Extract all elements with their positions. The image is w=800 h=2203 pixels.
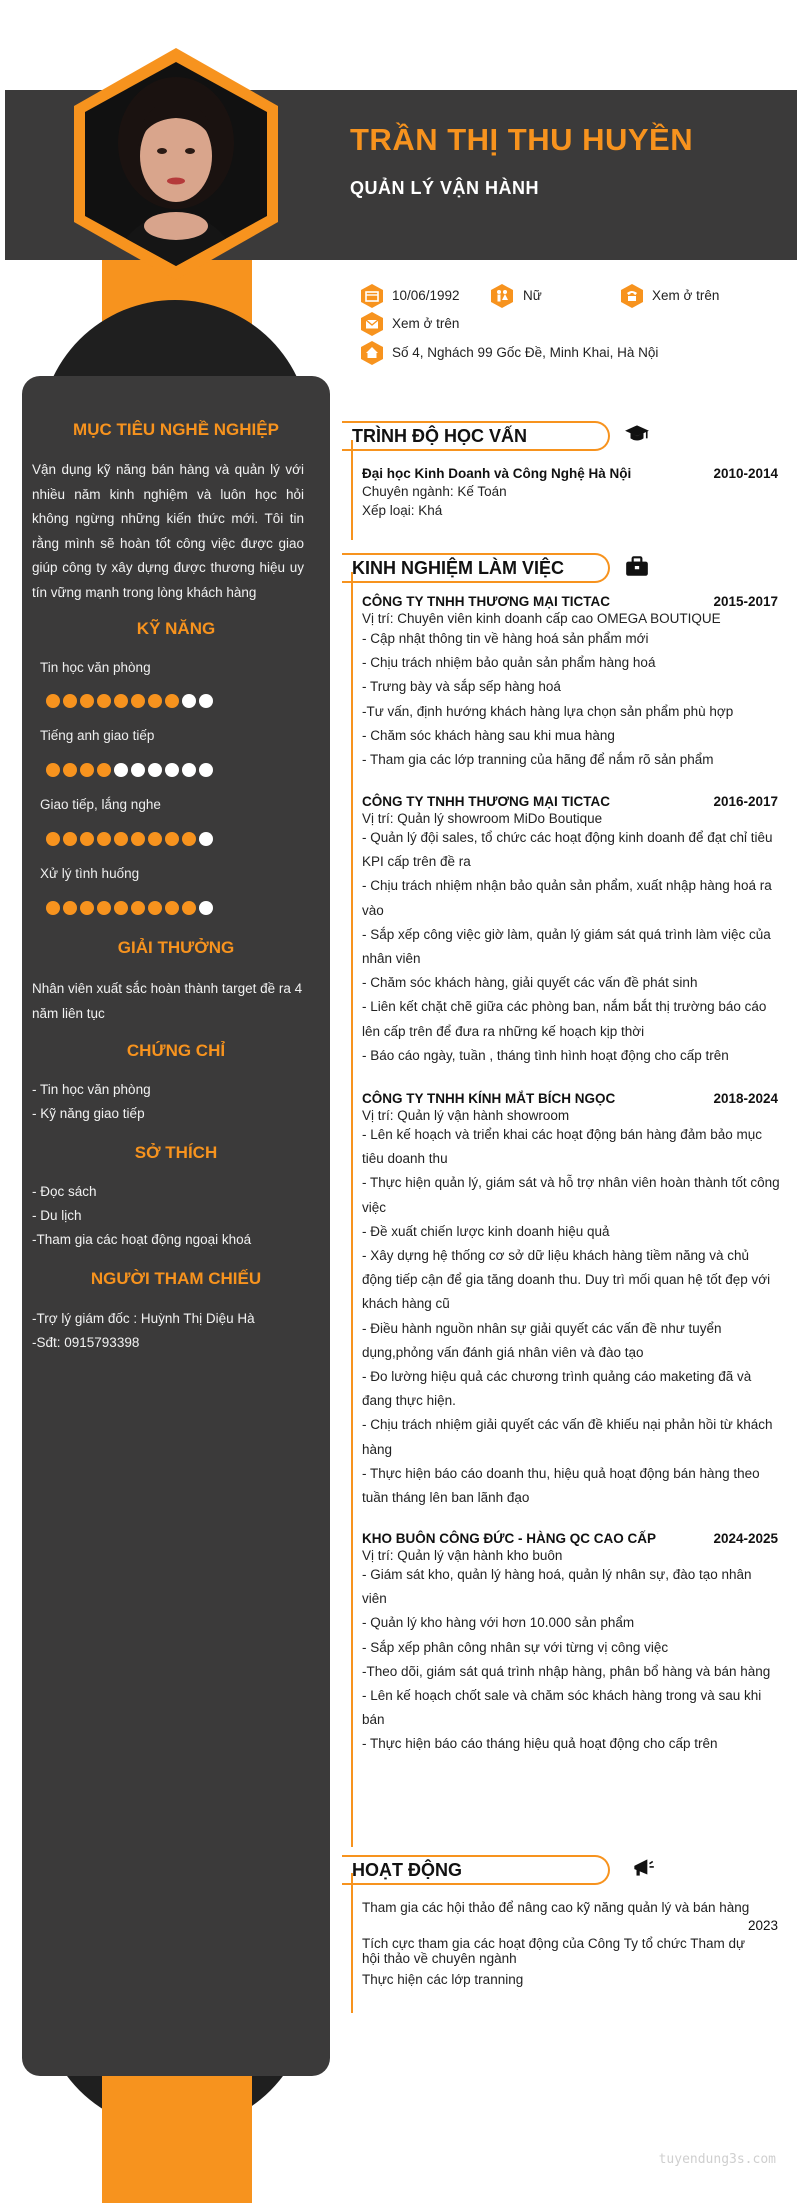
rating-dot-filled	[97, 763, 111, 777]
rating-dot-empty	[114, 763, 128, 777]
rating-dot-filled	[131, 694, 145, 708]
duty-item: - Lên kế hoạch chốt sale và chăm sóc khách hàng trong và sau khi bán	[362, 1688, 762, 1728]
rating-dot-filled	[46, 763, 60, 777]
rating-dot-empty	[199, 763, 213, 777]
duty-item: - Đo lường hiệu quả các chương trình quảng cáo maketing đã và đang thực hiện.	[362, 1369, 752, 1409]
rating-dot-empty	[165, 763, 179, 777]
duty-item: - Quản lý kho hàng với hơn 10.000 sản phẩm	[362, 1615, 635, 1631]
rating-dot-filled	[97, 694, 111, 708]
rating-dot-filled	[148, 901, 162, 915]
phone: Xem ở trên	[652, 288, 720, 303]
orange-strip-bottom	[102, 2065, 252, 2203]
company-name: CÔNG TY TNHH THƯƠNG MẠI TICTAC	[362, 594, 610, 609]
rating-dot-filled	[165, 694, 179, 708]
activity-item: Tích cực tham gia các hoạt động của Công Ty tổ chức Tham dự hội thảo về chuyên ngành	[362, 1936, 746, 1966]
rating-dot-filled	[63, 832, 77, 846]
rating-dot-empty	[182, 763, 196, 777]
education-heading: TRÌNH ĐỘ HỌC VẤN	[352, 426, 527, 446]
hobbies-heading: SỞ THÍCH	[134, 1143, 218, 1162]
duty-item: - Điều hành nguồn nhân sự giải quyết các vấn đề như tuyển dụng,phỏng vấn đánh giá nhân viên và đào tạo	[362, 1320, 722, 1360]
job-duties	[362, 1563, 780, 1757]
activity-item: Thực hiện các lớp tranning	[362, 1972, 524, 1987]
candidate-title: QUẢN LÝ VẬN HÀNH	[350, 178, 540, 198]
duty-item: - Sắp xếp công việc giờ làm, quản lý giám sát quá trình làm việc của nhân viên	[362, 926, 771, 967]
briefcase-icon	[624, 553, 650, 579]
email: Xem ở trên	[392, 316, 460, 331]
objective-heading: MỤC TIÊU NGHỀ NGHIỆP	[73, 420, 279, 439]
hobby-item: - Du lịch	[32, 1208, 82, 1223]
rating-dot-filled	[97, 832, 111, 846]
duty-item: - Chịu trách nhiệm bảo quản sản phẩm hàng hoá	[362, 655, 656, 671]
job-period: 2024-2025	[713, 1531, 778, 1546]
home-icon	[360, 341, 384, 365]
duty-item: - Đề xuất chiến lược kinh doanh hiệu quả	[362, 1223, 610, 1239]
rating-dot-filled	[114, 901, 128, 915]
activities-timeline	[351, 1873, 353, 2013]
avatar	[60, 48, 292, 280]
duty-item: - Tham gia các lớp tranning của hãng để nắm rõ sản phẩm	[362, 752, 714, 768]
skill-rating	[46, 763, 213, 777]
duty-item: - Chịu trách nhiệm giải quyết các vấn đề khiếu nại phản hồi từ khách hàng	[362, 1417, 773, 1457]
company-name: KHO BUÔN CÔNG ĐỨC - HÀNG QC CAO CẤP	[362, 1531, 656, 1546]
job-duties	[362, 826, 780, 1068]
rating-dot-filled	[46, 694, 60, 708]
awards-heading: GIẢI THƯỞNG	[117, 938, 235, 957]
skill-rating	[46, 832, 213, 846]
rating-dot-filled	[46, 832, 60, 846]
duty-item: - Xây dựng hệ thống cơ sở dữ liệu khách hàng tiềm năng và chủ động tiếp cận để gia tăng doanh thu. Duy trì mối quan hệ tốt đẹp với khách hàng cũ	[362, 1248, 771, 1312]
hobby-item: -Tham gia các hoạt động ngoại khoá	[32, 1232, 252, 1247]
skill-name: Tin học văn phòng	[40, 660, 151, 675]
duty-item: - Quản lý đội sales, tổ chức các hoạt động kinh doanh để đạt chỉ tiêu KPI cấp trên đề ra	[362, 830, 773, 870]
skill-name: Giao tiếp, lắng nghe	[40, 797, 161, 812]
graduation-cap-icon	[624, 421, 650, 447]
education-major: Chuyên ngành: Kế Toán	[362, 484, 507, 499]
address: Số 4, Nghách 99 Gốc Đề, Minh Khai, Hà Nội	[392, 345, 659, 360]
rating-dot-empty	[199, 901, 213, 915]
skill-rating	[46, 694, 213, 708]
phone-icon	[620, 284, 644, 308]
education-period: 2010-2014	[713, 466, 778, 481]
duty-item: - Chăm sóc khách hàng, giải quyết các vấn đề phát sinh	[362, 975, 698, 991]
rating-dot-filled	[182, 901, 196, 915]
rating-dot-empty	[199, 694, 213, 708]
skill-rating	[46, 901, 213, 915]
rating-dot-filled	[114, 832, 128, 846]
birthday: 10/06/1992	[392, 288, 460, 303]
duty-item: - Trưng bày và sắp sếp hàng hoá	[362, 679, 561, 695]
rating-dot-empty	[199, 832, 213, 846]
rating-dot-filled	[80, 694, 94, 708]
job-period: 2016-2017	[713, 794, 778, 809]
rating-dot-filled	[131, 832, 145, 846]
rating-dot-filled	[63, 763, 77, 777]
awards-text: Nhân viên xuất sắc hoàn thành target đề ra 4 năm liên tục	[32, 981, 303, 1021]
education-timeline	[351, 440, 353, 540]
experience-timeline	[351, 572, 353, 1847]
activity-item: Tham gia các hội thảo để nâng cao kỹ năng quản lý và bán hàng	[362, 1900, 750, 1915]
rating-dot-filled	[63, 694, 77, 708]
rating-dot-filled	[165, 901, 179, 915]
calendar-icon	[360, 284, 384, 308]
reference-item: -Sđt: 0915793398	[32, 1335, 140, 1350]
duty-item: - Thực hiện báo cáo tháng hiệu quả hoạt động cho cấp trên	[362, 1736, 718, 1752]
activities-heading: HOẠT ĐỘNG	[352, 1860, 462, 1880]
duty-item: - Thực hiện báo cáo doanh thu, hiệu quả hoạt động bán hàng theo tuần tháng lên ban lãnh đạo	[362, 1465, 760, 1506]
email-icon	[360, 312, 384, 336]
reference-heading: NGƯỜI THAM CHIẾU	[90, 1269, 262, 1288]
rating-dot-filled	[148, 694, 162, 708]
hobby-item: - Đọc sách	[32, 1184, 97, 1199]
company-name: CÔNG TY TNHH THƯƠNG MẠI TICTAC	[362, 794, 610, 809]
duty-item: -Tư vấn, định hướng khách hàng lựa chọn sản phẩm phù hợp	[362, 703, 734, 719]
duty-item: - Cập nhật thông tin về hàng hoá sản phẩm mới	[362, 631, 649, 646]
rating-dot-filled	[165, 832, 179, 846]
duty-item: - Lên kế hoạch và triển khai các hoạt động bán hàng đảm bảo mục tiêu doanh thu	[362, 1127, 763, 1167]
rating-dot-filled	[114, 694, 128, 708]
rating-dot-filled	[80, 832, 94, 846]
rating-dot-empty	[182, 694, 196, 708]
duty-item: - Thực hiện quản lý, giám sát và hỗ trợ nhân viên hoàn thành tốt công việc	[362, 1175, 780, 1215]
job-duties	[362, 627, 780, 772]
reference-item: -Trợ lý giám đốc : Huỳnh Thị Diệu Hà	[32, 1311, 255, 1326]
job-position: Vị trí: Chuyên viên kinh doanh cấp cao OMEGA BOUTIQUE	[362, 611, 721, 626]
experience-heading: KINH NGHIỆM LÀM VIỆC	[352, 558, 565, 578]
gender-icon	[490, 284, 514, 308]
rating-dot-filled	[80, 763, 94, 777]
company-name: CÔNG TY TNHH KÍNH MẮT BÍCH NGỌC	[362, 1091, 616, 1106]
skill-name: Tiếng anh giao tiếp	[40, 728, 155, 743]
certificate-item: - Kỹ năng giao tiếp	[32, 1106, 145, 1121]
job-period: 2018-2024	[713, 1091, 778, 1106]
megaphone-icon	[630, 1855, 656, 1881]
duty-item: - Chăm sóc khách hàng sau khi mua hàng	[362, 727, 615, 743]
duty-item: - Sắp xếp phân công nhân sự với từng vị công việc	[362, 1639, 669, 1655]
certificates-heading: CHỨNG CHỈ	[126, 1041, 226, 1060]
rating-dot-filled	[46, 901, 60, 915]
job-duties	[362, 1123, 780, 1510]
activity-year: 2023	[747, 1918, 778, 1933]
duty-item: -Theo dõi, giám sát quá trình nhập hàng, phân bổ hàng và bán hàng	[362, 1663, 771, 1679]
school-name: Đại học Kinh Doanh và Công Nghệ Hà Nội	[362, 466, 632, 481]
rating-dot-filled	[63, 901, 77, 915]
job-period: 2015-2017	[713, 594, 778, 609]
objective-text: Vận dụng kỹ năng bán hàng và quản lý với nhiều năm kinh nghiệm và luôn học hỏi không ngừng những kiến thức mới. Tôi tin rằng mình sẽ hoàn tốt công việc được giao giúp công ty xây dựng được thương hiệu uy tín vững mạnh trong lòng khách hàng	[32, 462, 304, 600]
job-position: Vị trí: Quản lý showroom MiDo Boutique	[362, 811, 603, 826]
watermark: tuyendung3s.com	[658, 2152, 776, 2167]
duty-item: - Chịu trách nhiệm nhận bảo quản sản phẩm, xuất nhập hàng hoá ra vào	[362, 878, 772, 918]
job-position: Vị trí: Quản lý vận hành kho buôn	[362, 1548, 563, 1563]
skill-name: Xử lý tình huống	[40, 866, 140, 881]
rating-dot-filled	[148, 832, 162, 846]
rating-dot-filled	[97, 901, 111, 915]
duty-item: - Liên kết chặt chẽ giữa các phòng ban, nắm bắt thị trường báo cáo lên cấp trên để đưa ra những kế hoạch kịp thời	[362, 999, 767, 1039]
rating-dot-filled	[131, 901, 145, 915]
gender: Nữ	[523, 288, 542, 303]
rating-dot-empty	[131, 763, 145, 777]
job-position: Vị trí: Quản lý vận hành showroom	[362, 1108, 570, 1123]
skills-heading: KỸ NĂNG	[136, 619, 216, 638]
rating-dot-filled	[80, 901, 94, 915]
duty-item: - Giám sát kho, quản lý hàng hoá, quản lý nhân sự, đào tạo nhân viên	[362, 1567, 752, 1607]
certificate-item: - Tin học văn phòng	[32, 1082, 151, 1097]
candidate-name: TRẦN THỊ THU HUYỀN	[350, 122, 694, 157]
rating-dot-empty	[148, 763, 162, 777]
duty-item: - Báo cáo ngày, tuần , tháng tình hình hoạt động cho cấp trên	[362, 1047, 729, 1063]
education-grade: Xếp loại: Khá	[362, 503, 443, 518]
rating-dot-filled	[182, 832, 196, 846]
